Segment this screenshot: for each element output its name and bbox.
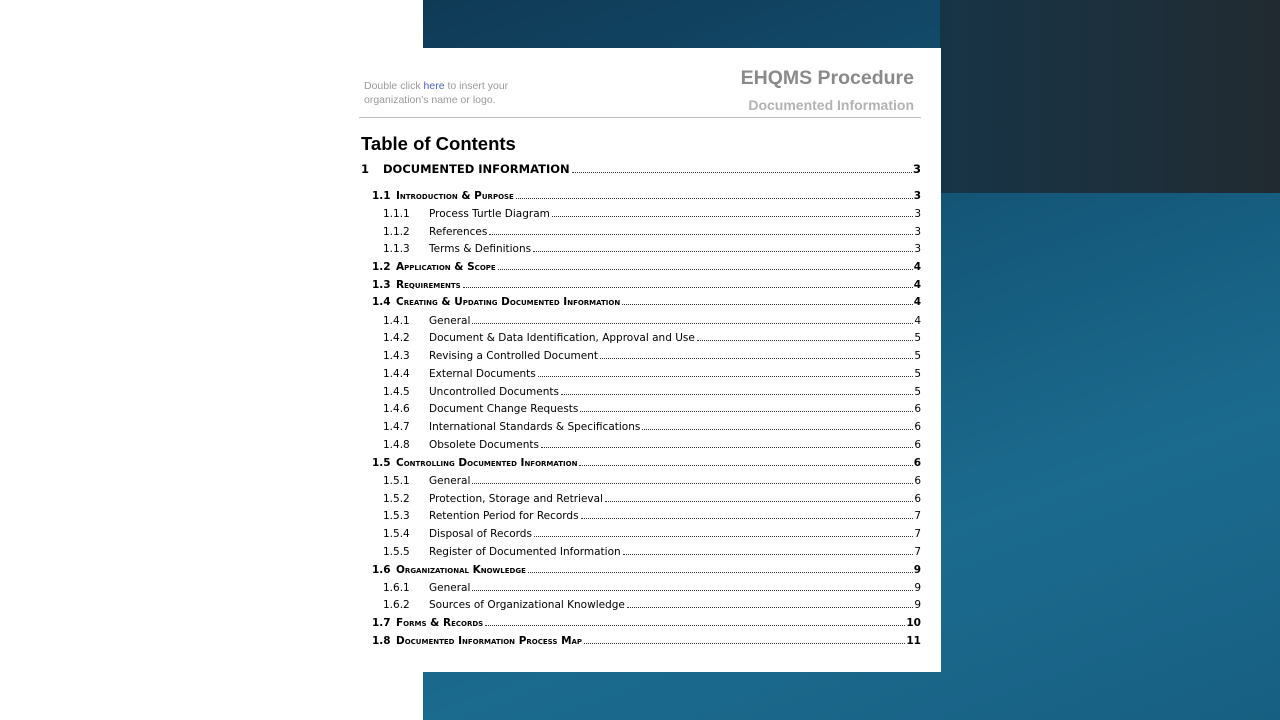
toc-entry-page: 4 [913, 296, 921, 308]
toc-entry-1-4-6[interactable] [361, 399, 921, 415]
org-note-after: to insert your organization's name or logo. [364, 80, 509, 106]
toc-dot-leader [485, 625, 905, 626]
toc-entry-title: Requirements [396, 279, 461, 291]
header-divider [359, 117, 921, 118]
toc-dot-leader [472, 483, 913, 484]
toc-entry-page: 7 [914, 528, 921, 540]
org-logo-placeholder[interactable] [364, 79, 534, 107]
toc-entry-title: Documented Information Process Map [396, 635, 583, 647]
toc-entry-title: Document Change Requests [429, 403, 579, 415]
toc-dot-leader [584, 643, 905, 644]
toc-entry-page: 3 [914, 226, 921, 238]
toc-entry-1-5-3[interactable] [361, 506, 921, 522]
org-note-link[interactable]: here [423, 80, 445, 92]
toc-entry-page: 4 [913, 279, 921, 291]
toc-dot-leader [627, 607, 913, 608]
procedure-subtitle: Documented Information [748, 97, 914, 113]
toc-entry-title: Register of Documented Information [429, 546, 621, 558]
toc-entry-title: References [429, 226, 488, 238]
toc-entry-1-5-1[interactable] [361, 471, 921, 487]
toc-entry-1-5-5[interactable] [361, 542, 921, 558]
toc-entry-title: Terms & Definitions [429, 243, 532, 255]
toc-entry-1-5[interactable] [361, 453, 921, 469]
toc-entry-page: 5 [914, 386, 921, 398]
toc-entry-number: 1.5 [372, 457, 391, 469]
toc-dot-leader [541, 447, 913, 448]
toc-entry-page: 6 [914, 403, 921, 415]
toc-dot-leader [472, 590, 913, 591]
toc-dot-leader [489, 234, 913, 235]
toc-entry-page: 6 [914, 493, 921, 505]
toc-entry-1-1-2[interactable] [361, 222, 921, 238]
toc-dot-leader [498, 269, 913, 270]
toc-dot-leader [697, 340, 913, 341]
toc-entry-number: 1.4.7 [383, 421, 410, 433]
toc-entry-page: 6 [914, 421, 921, 433]
toc-entry-number: 1.6.2 [383, 599, 410, 611]
toc-entry-number: 1.1.1 [383, 208, 410, 220]
toc-entry-title: Organizational Knowledge [396, 564, 526, 576]
toc-entry-number: 1.8 [372, 635, 391, 647]
toc-entry-number: 1.3 [372, 279, 391, 291]
toc-entry-1-6-2[interactable] [361, 595, 921, 611]
toc-entry-page: 9 [913, 564, 921, 576]
toc-entry-title: Document & Data Identification, Approval and Use [429, 332, 695, 344]
toc-dot-leader [580, 411, 913, 412]
toc-entry-title: DOCUMENTED INFORMATION [383, 162, 570, 176]
toc-entry-1-1-3[interactable] [361, 239, 921, 255]
toc-entry-1-4-4[interactable] [361, 364, 921, 380]
toc-dot-leader [623, 554, 914, 555]
toc-entry-page: 5 [914, 332, 921, 344]
toc-entry-1-6[interactable] [361, 560, 921, 576]
toc-entry-title: International Standards & Specifications [429, 421, 641, 433]
toc-dot-leader [528, 572, 913, 573]
toc-dot-leader [561, 394, 913, 395]
toc-entry-page: 4 [913, 261, 921, 273]
toc-dot-leader [463, 287, 913, 288]
toc-entry-number: 1.4.4 [383, 368, 410, 380]
toc-entry-page: 3 [914, 208, 921, 220]
toc-entry-number: 1.6 [372, 564, 391, 576]
toc-entry-number: 1.6.1 [383, 582, 410, 594]
toc-entry-title: General [429, 582, 471, 594]
toc-entry-page: 3 [912, 162, 921, 176]
toc-entry-1-6-1[interactable] [361, 578, 921, 594]
toc-entry-page: 6 [914, 439, 921, 451]
toc-dot-leader [538, 376, 914, 377]
toc-dot-leader [642, 429, 913, 430]
toc-entry-1[interactable] [361, 160, 921, 176]
toc-entry-1-2[interactable] [361, 257, 921, 273]
toc-entry-title: Obsolete Documents [429, 439, 539, 451]
toc-entry-1-4-5[interactable] [361, 382, 921, 398]
toc-entry-title: General [429, 315, 471, 327]
toc-dot-leader [533, 251, 913, 252]
toc-entry-number: 1.4.3 [383, 350, 410, 362]
toc-entry-1-1[interactable] [361, 186, 921, 202]
toc-entry-number: 1.4.8 [383, 439, 410, 451]
toc-entry-1-4-8[interactable] [361, 435, 921, 451]
org-note-before: Double click [364, 80, 424, 92]
procedure-title: EHQMS Procedure [740, 67, 914, 89]
toc-entry-title: Application & Scope [396, 261, 496, 273]
toc-entry-page: 9 [914, 582, 921, 594]
toc-entry-title: Revising a Controlled Document [429, 350, 598, 362]
toc-entry-page: 4 [914, 315, 921, 327]
toc-entry-title: Creating & Updating Documented Information [396, 296, 621, 308]
toc-entry-page: 3 [913, 190, 921, 202]
toc-entry-page: 9 [914, 599, 921, 611]
toc-entry-page: 5 [914, 350, 921, 362]
toc-entry-number: 1.1 [372, 190, 391, 202]
toc-entry-title: Controlling Documented Information [396, 457, 578, 469]
toc-entry-title: General [429, 475, 471, 487]
toc-entry-1-4-1[interactable] [361, 311, 921, 327]
toc-dot-leader [516, 198, 913, 199]
toc-entry-number: 1.4.6 [383, 403, 410, 415]
toc-entry-page: 3 [914, 243, 921, 255]
toc-entry-number: 1.4.2 [383, 332, 410, 344]
toc-entry-1-5-4[interactable] [361, 524, 921, 540]
toc-dot-leader [600, 358, 913, 359]
toc-entry-title: Introduction & Purpose [396, 190, 514, 202]
toc-entry-1-4[interactable] [361, 292, 921, 308]
toc-entry-number: 1.4.1 [383, 315, 410, 327]
toc-entry-1-4-2[interactable] [361, 328, 921, 344]
toc-entry-number: 1.5.1 [383, 475, 410, 487]
toc-entry-title: Uncontrolled Documents [429, 386, 559, 398]
toc-entry-title: External Documents [429, 368, 536, 380]
toc-entry-page: 5 [914, 368, 921, 380]
toc-entry-1-1-1[interactable] [361, 204, 921, 220]
toc-dot-leader [472, 323, 913, 324]
toc-entry-page: 7 [914, 546, 921, 558]
toc-entry-number: 1.5.2 [383, 493, 410, 505]
toc-entry-title: Process Turtle Diagram [429, 208, 550, 220]
toc-dot-leader [552, 216, 913, 217]
toc-entry-number: 1.4 [372, 296, 391, 308]
toc-entry-1-8[interactable] [361, 631, 921, 647]
toc-entry-number: 1.5.3 [383, 510, 410, 522]
toc-entry-page: 10 [906, 617, 921, 629]
toc-entry-number: 1.1.2 [383, 226, 410, 238]
toc-entry-number: 1.7 [372, 617, 391, 629]
toc-entry-number: 1.5.5 [383, 546, 410, 558]
toc-dot-leader [572, 172, 912, 173]
toc-dot-leader [622, 304, 912, 305]
toc-entry-number: 1.5.4 [383, 528, 410, 540]
toc-entry-number: 1.4.5 [383, 386, 410, 398]
toc-entry-page: 6 [913, 457, 921, 469]
toc-dot-leader [605, 501, 913, 502]
toc-entry-number: 1.2 [372, 261, 391, 273]
toc-dot-leader [581, 518, 914, 519]
toc-entry-1-4-7[interactable] [361, 417, 921, 433]
toc-entry-1-4-3[interactable] [361, 346, 921, 362]
toc-entry-page: 7 [914, 510, 921, 522]
toc-entry-number: 1 [361, 162, 370, 176]
toc-heading: Table of Contents [361, 133, 516, 154]
toc-entry-1-3[interactable] [361, 275, 921, 291]
background-corner [940, 0, 1280, 193]
toc-entry-page: 11 [906, 635, 921, 647]
toc-entry-page: 6 [914, 475, 921, 487]
toc-entry-title: Sources of Organizational Knowledge [429, 599, 625, 611]
toc-dot-leader [579, 465, 912, 466]
toc-entry-title: Forms & Records [396, 617, 484, 629]
toc-entry-title: Retention Period for Records [429, 510, 579, 522]
toc-entry-1-5-2[interactable] [361, 489, 921, 505]
document-page [343, 48, 941, 672]
toc-entry-title: Disposal of Records [429, 528, 532, 540]
toc-entry-number: 1.1.3 [383, 243, 410, 255]
toc-dot-leader [534, 536, 913, 537]
toc-entry-1-7[interactable] [361, 613, 921, 629]
toc-entry-title: Protection, Storage and Retrieval [429, 493, 603, 505]
